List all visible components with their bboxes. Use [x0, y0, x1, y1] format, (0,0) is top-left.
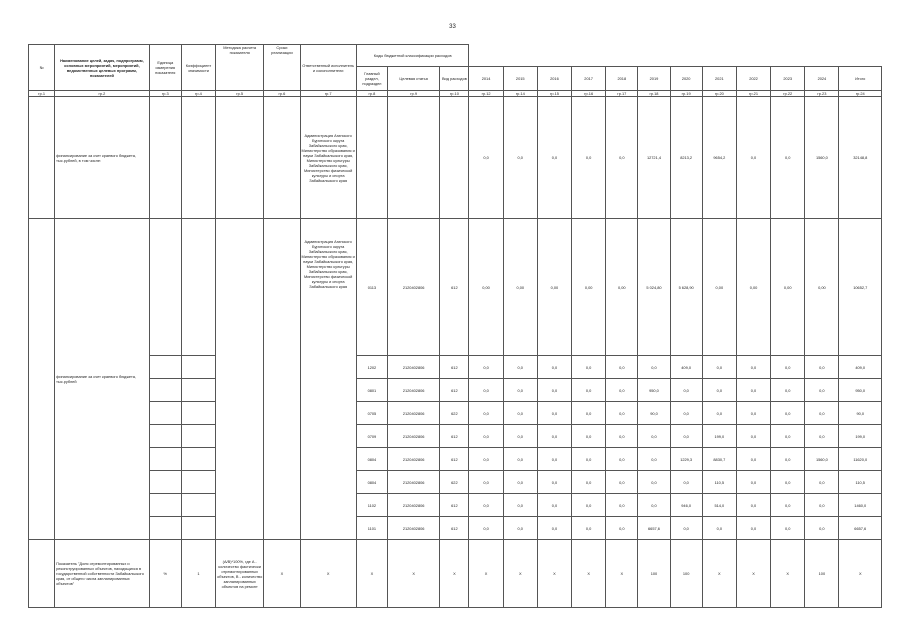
value-cell: 0,0	[670, 402, 702, 425]
indicator-name: Показатель "Доля отремонтированных и реконструированных объектов, находящихся в государственной собственности Забайкальского края, от общего числа запланированных объектов"	[55, 540, 150, 608]
table-row	[29, 97, 882, 219]
value-cell: 0,0	[537, 97, 571, 219]
responsible-cell: Администрация Агинского Бурятского округа Забайкальского края, Министерство образования и науки Забайкальского края, Министерство культуры Забайкальского края, Министерство физической культуры и спорта Забайкальского края	[300, 97, 356, 219]
value-cell: 0,0	[638, 494, 670, 517]
value-cell: X	[469, 540, 503, 608]
table-row	[29, 471, 882, 494]
value-cell: 0,0	[771, 402, 805, 425]
value-cell: 12721,4	[638, 97, 670, 219]
total-cell: 6657,6	[839, 517, 882, 540]
col-kbk-header: Коды бюджетной классификации расходов	[356, 45, 469, 67]
value-cell: 0,00	[771, 219, 805, 356]
year-header: 2016	[537, 67, 571, 91]
value-cell: 0,0	[503, 356, 537, 379]
section-cell: 0804	[356, 448, 387, 471]
value-cell: 0,0	[469, 97, 503, 219]
year-header: 2014	[469, 67, 503, 91]
value-cell: 0,0	[805, 379, 839, 402]
value-cell: 100	[670, 540, 702, 608]
value-cell: 0,00	[503, 219, 537, 356]
col-code: гр.10	[440, 91, 469, 97]
year-header: 2017	[572, 67, 606, 91]
total-cell: 11620,0	[839, 448, 882, 471]
type-cell: 622	[440, 471, 469, 494]
type-cell: 612	[440, 379, 469, 402]
section-cell: 0801	[356, 379, 387, 402]
col-section-header: Главный раздел, подраздел	[356, 67, 387, 91]
col-code: гр.14	[503, 91, 537, 97]
value-cell: 0,0	[638, 471, 670, 494]
value-cell: 514,0	[702, 494, 736, 517]
col-code: гр.2	[55, 91, 150, 97]
target-cell: 2120402806	[387, 356, 439, 379]
table-row	[29, 517, 882, 540]
year-header: 2021	[702, 67, 736, 91]
value-cell: 0,0	[537, 517, 571, 540]
value-cell: 0,0	[503, 425, 537, 448]
value-cell: 0,0	[736, 425, 770, 448]
section-cell: 0113	[356, 219, 387, 356]
value-cell: 0,0	[469, 494, 503, 517]
value-cell: 0,0	[670, 517, 702, 540]
table-row	[29, 379, 882, 402]
value-cell: 0,0	[606, 356, 638, 379]
value-cell: X	[537, 540, 571, 608]
year-header: 2023	[771, 67, 805, 91]
responsible-cell: X	[300, 540, 356, 608]
target-cell: 2120402806	[387, 471, 439, 494]
value-cell: X	[572, 540, 606, 608]
value-cell: 0,0	[469, 448, 503, 471]
coef-cell: 1	[181, 540, 215, 608]
value-cell: 0,0	[469, 425, 503, 448]
value-cell: 0,0	[537, 402, 571, 425]
value-cell: 0,0	[572, 425, 606, 448]
value-cell: 0,0	[638, 425, 670, 448]
value-cell: 0,0	[572, 356, 606, 379]
value-cell: 0,0	[805, 356, 839, 379]
value-cell: 0,0	[771, 471, 805, 494]
col-type-header: Вид расходов	[440, 67, 469, 91]
col-code: гр.9	[387, 91, 439, 97]
year-header: 2018	[606, 67, 638, 91]
type-cell: 612	[440, 448, 469, 471]
value-cell: 0,0	[771, 494, 805, 517]
value-cell: 0,0	[572, 494, 606, 517]
value-cell: 0,0	[572, 517, 606, 540]
col-code: гр.1	[29, 91, 55, 97]
row-name: финансирование за счет краевого бюджета, тыс.рублей, в том числе:	[55, 97, 150, 219]
value-cell: 0,0	[805, 471, 839, 494]
year-header: 2024	[805, 67, 839, 91]
value-cell: 0,0	[606, 448, 638, 471]
col-coef-header: Коэффициент значимости	[181, 45, 215, 91]
value-cell: 0,0	[503, 494, 537, 517]
type-cell: 612	[440, 356, 469, 379]
col-code: гр.16	[572, 91, 606, 97]
type-cell: 622	[440, 402, 469, 425]
value-cell: 0,0	[606, 402, 638, 425]
value-cell: 0,0	[606, 97, 638, 219]
target-cell: 2120402806	[387, 219, 439, 356]
value-cell: 0,0	[469, 471, 503, 494]
value-cell: 0,0	[771, 356, 805, 379]
value-cell: 0,0	[771, 448, 805, 471]
total-cell: 1460,0	[839, 494, 882, 517]
total-cell: 32148,8	[839, 97, 882, 219]
value-cell: 100	[805, 540, 839, 608]
value-cell: 0,00	[572, 219, 606, 356]
col-name-header: Наименование целей, задач, подпрограмм, основных мероприятий, мероприятий, ведомственных целевых программ, показателей	[55, 45, 150, 91]
year-header: 2019	[638, 67, 670, 91]
section-cell: 1101	[356, 517, 387, 540]
value-cell: 1560,0	[805, 448, 839, 471]
value-cell: 0,0	[572, 402, 606, 425]
col-code: гр.15	[537, 91, 571, 97]
page-number: 33	[449, 24, 456, 30]
type-cell: 612	[440, 425, 469, 448]
value-cell: 0,0	[670, 379, 702, 402]
total-cell: 199,0	[839, 425, 882, 448]
value-cell: 0,0	[572, 448, 606, 471]
value-cell: 0,0	[736, 356, 770, 379]
value-cell: 0,0	[537, 356, 571, 379]
col-target-header: Целевая статья	[387, 67, 439, 91]
value-cell: 0,0	[537, 471, 571, 494]
col-code: гр.8	[356, 91, 387, 97]
value-cell: X	[702, 540, 736, 608]
value-cell: 0,0	[805, 494, 839, 517]
value-cell: 1229,3	[670, 448, 702, 471]
years-blank	[469, 45, 882, 67]
value-cell: 0,0	[469, 517, 503, 540]
type-cell: X	[440, 540, 469, 608]
value-cell: 0,0	[771, 379, 805, 402]
col-code: гр.6	[264, 91, 300, 97]
value-cell: 8830,7	[702, 448, 736, 471]
value-cell: 0,0	[503, 448, 537, 471]
target-cell: 2120402806	[387, 379, 439, 402]
target-cell: X	[387, 540, 439, 608]
value-cell: 0,0	[503, 471, 537, 494]
value-cell: 0,0	[469, 402, 503, 425]
col-code: гр.17	[606, 91, 638, 97]
value-cell: 0,0	[537, 494, 571, 517]
header-row-1	[29, 45, 882, 67]
value-cell: 0,0	[736, 517, 770, 540]
value-cell: 0,0	[537, 448, 571, 471]
value-cell: 110,5	[702, 471, 736, 494]
indicator-row	[29, 540, 882, 608]
method-cell: (A/B)*100%, где A - количество фактически отремонтированных объектов, B - количество запланированных объектов на ремонт	[216, 540, 264, 608]
total-cell: 110,5	[839, 471, 882, 494]
value-cell: 0,00	[702, 219, 736, 356]
col-resp-header: Ответственный исполнитель и соисполнители	[300, 45, 356, 91]
col-code: гр.12	[469, 91, 503, 97]
value-cell: 0,0	[606, 379, 638, 402]
value-cell: 0,0	[469, 356, 503, 379]
value-cell: 0,0	[503, 97, 537, 219]
year-header: 2022	[736, 67, 770, 91]
total-cell: X	[839, 540, 882, 608]
col-terms-header: Сроки реализации	[264, 45, 300, 91]
col-code: гр.19	[670, 91, 702, 97]
value-cell: 0,00	[469, 219, 503, 356]
value-cell: 0,0	[670, 471, 702, 494]
value-cell: 950,0	[638, 379, 670, 402]
value-cell: X	[771, 540, 805, 608]
value-cell: 0,0	[503, 517, 537, 540]
value-cell: 0,0	[606, 425, 638, 448]
value-cell: 0,0	[736, 448, 770, 471]
value-cell: 946,0	[670, 494, 702, 517]
row-name: финансирование за счет краевого бюджета, тыс.рублей	[55, 219, 150, 540]
col-method-header: Методика расчета показателя	[216, 45, 264, 91]
col-code: гр.21	[736, 91, 770, 97]
value-cell: 5 628,90	[670, 219, 702, 356]
target-cell: 2120402806	[387, 494, 439, 517]
col-code: гр.4	[181, 91, 215, 97]
target-cell: 2120402806	[387, 425, 439, 448]
value-cell: 0,0	[771, 97, 805, 219]
value-cell: 0,0	[670, 425, 702, 448]
table-row	[29, 402, 882, 425]
value-cell: 0,0	[702, 379, 736, 402]
value-cell: 0,00	[736, 219, 770, 356]
type-cell: 612	[440, 494, 469, 517]
value-cell: 8213,2	[670, 97, 702, 219]
table-row	[29, 425, 882, 448]
value-cell: 0,0	[606, 471, 638, 494]
value-cell: 0,0	[736, 97, 770, 219]
value-cell: 0,0	[606, 494, 638, 517]
type-cell: 612	[440, 517, 469, 540]
value-cell: 0,0	[736, 471, 770, 494]
value-cell: X	[736, 540, 770, 608]
col-code: гр.22	[771, 91, 805, 97]
col-code: гр.23	[805, 91, 839, 97]
value-cell: 0,0	[702, 402, 736, 425]
value-cell: 409,0	[670, 356, 702, 379]
section-cell: X	[356, 540, 387, 608]
total-cell: 90,0	[839, 402, 882, 425]
value-cell: 100	[638, 540, 670, 608]
value-cell: 0,0	[503, 379, 537, 402]
section-cell: 0705	[356, 402, 387, 425]
value-cell: 199,0	[702, 425, 736, 448]
value-cell: 9654,2	[702, 97, 736, 219]
value-cell: 0,0	[572, 471, 606, 494]
value-cell: 0,0	[537, 379, 571, 402]
value-cell: 0,0	[805, 402, 839, 425]
value-cell: 1560,0	[805, 97, 839, 219]
value-cell: 0,0	[638, 448, 670, 471]
value-cell: 0,0	[736, 379, 770, 402]
responsible-cell: Администрация Агинского Бурятского округа Забайкальского края, Министерство образования и науки Забайкальского края, Министерство культуры Забайкальского края, Министерство физической культуры и спорта Забайкальского края	[300, 219, 356, 540]
col-code: гр.20	[702, 91, 736, 97]
table-row	[29, 448, 882, 471]
type-cell: 612	[440, 219, 469, 356]
col-unit-header: Единица измерения показателя	[149, 45, 181, 91]
col-code: гр.18	[638, 91, 670, 97]
value-cell: 0,0	[537, 425, 571, 448]
value-cell: 0,0	[638, 356, 670, 379]
target-cell: 2120402806	[387, 448, 439, 471]
target-cell: 2120402806	[387, 517, 439, 540]
value-cell: 5 024,80	[638, 219, 670, 356]
value-cell: 0,0	[702, 356, 736, 379]
table-row	[29, 219, 882, 356]
table-row	[29, 356, 882, 379]
value-cell: 0,0	[702, 517, 736, 540]
value-cell: X	[503, 540, 537, 608]
program-table	[28, 44, 882, 608]
value-cell: 0,0	[572, 379, 606, 402]
value-cell: 0,0	[736, 402, 770, 425]
col-code: гр.3	[149, 91, 181, 97]
target-cell: 2120402806	[387, 402, 439, 425]
terms-cell: X	[264, 540, 300, 608]
year-header: 2020	[670, 67, 702, 91]
section-cell: 1202	[356, 356, 387, 379]
section-cell: 0709	[356, 425, 387, 448]
value-cell: 0,00	[606, 219, 638, 356]
value-cell: 6657,6	[638, 517, 670, 540]
total-cell: 10652,7	[839, 219, 882, 356]
value-cell: 0,0	[771, 425, 805, 448]
total-header: Итого	[839, 67, 882, 91]
section-cell: 0804	[356, 471, 387, 494]
value-cell: 0,00	[805, 219, 839, 356]
value-cell: 0,0	[805, 517, 839, 540]
section-cell: 1102	[356, 494, 387, 517]
value-cell: X	[606, 540, 638, 608]
value-cell: 0,0	[469, 379, 503, 402]
value-cell: 0,00	[537, 219, 571, 356]
unit-cell: %	[149, 540, 181, 608]
value-cell: 0,0	[606, 517, 638, 540]
col-num-header: №	[29, 45, 55, 91]
value-cell: 0,0	[805, 425, 839, 448]
value-cell: 0,0	[572, 97, 606, 219]
table-row	[29, 494, 882, 517]
col-code: гр.7	[300, 91, 356, 97]
year-header: 2015	[503, 67, 537, 91]
total-cell: 409,0	[839, 356, 882, 379]
total-cell: 950,0	[839, 379, 882, 402]
col-code: гр.5	[216, 91, 264, 97]
value-cell: 0,0	[771, 517, 805, 540]
value-cell: 0,0	[736, 494, 770, 517]
col-code: гр.24	[839, 91, 882, 97]
value-cell: 90,0	[638, 402, 670, 425]
value-cell: 0,0	[503, 402, 537, 425]
